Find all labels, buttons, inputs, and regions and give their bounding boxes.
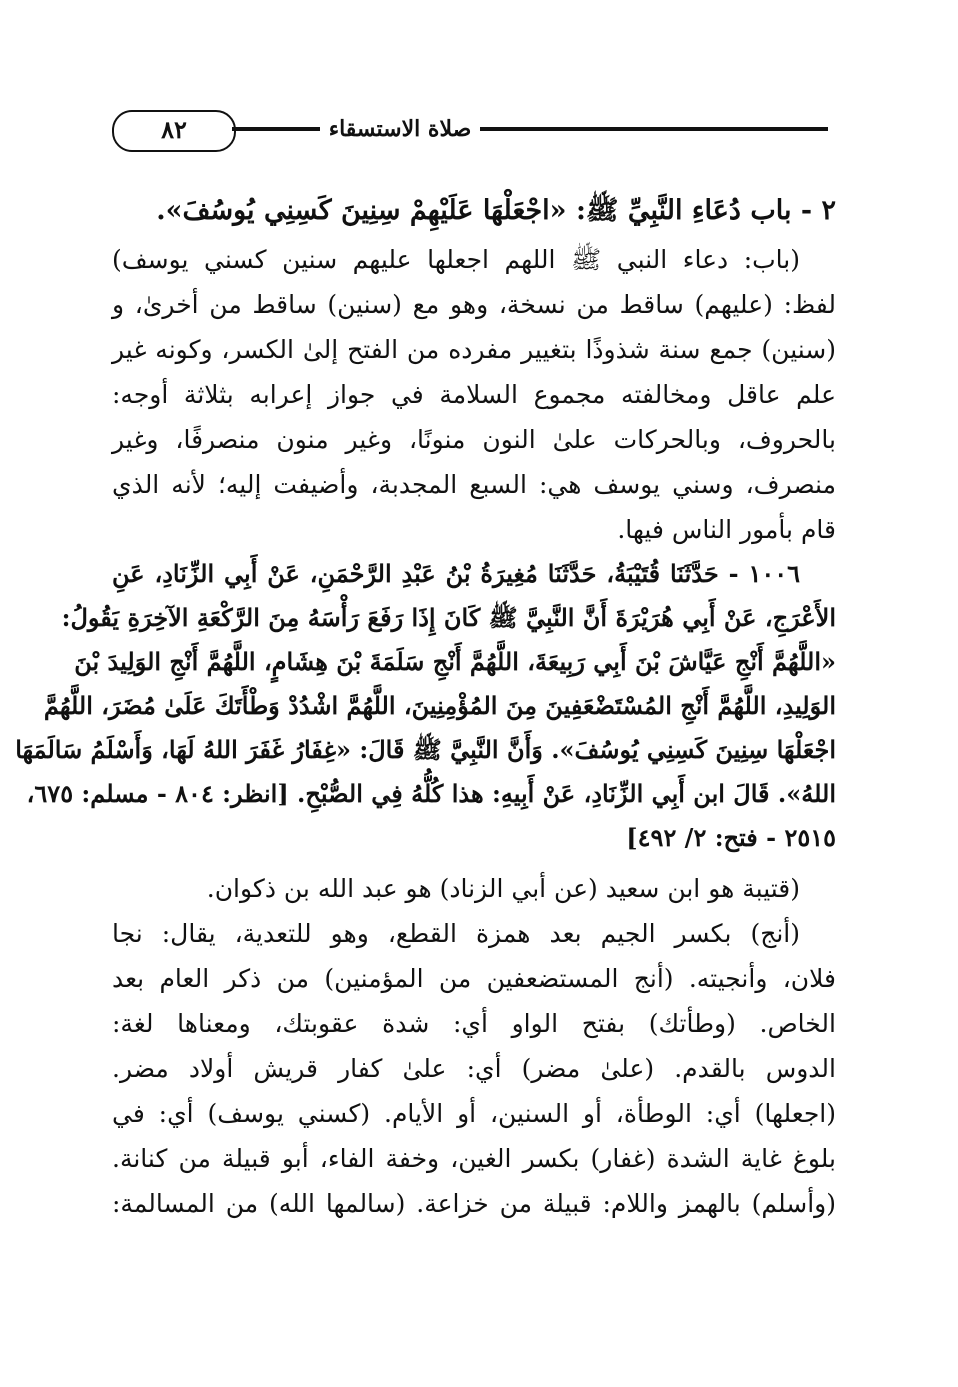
hadith-line: اجْعَلْهَا سِنِينَ كَسِنِي يُوسُفَ». وَأَنَّ النَّبِيَّ ﷺ قَالَ: «غِفَارُ غَفَرَ اللهُ لَهَا، وَأَسْلَمُ سَالَمَهَا bbox=[15, 735, 836, 764]
running-title: صلاة الاستسقاء bbox=[328, 116, 472, 142]
commentary-line: الخاص. (وطأتك) بفتح الواو أي: شدة عقوبتك، ومعناها لغة: bbox=[112, 1009, 836, 1038]
commentary-line: (اجعلها) أي: الوطأة، أو السنين، أو الأيام. (كسني يوسف) أي: في bbox=[112, 1099, 836, 1128]
commentary-line: منصرف، وسني يوسف هي: السبع المجدبة، وأضيفت إليه؛ لأنه الذي bbox=[112, 470, 836, 499]
commentary-line: بلوغ غاية الشدة (غفار) بكسر الغين، وخفة الفاء، أبو قبيلة من كنانة. bbox=[112, 1144, 836, 1173]
commentary-line: (سنين) جمع سنة شذوذًا بتغيير مفرده من الفتح إلىٰ الكسر، وكونه غير bbox=[112, 335, 836, 364]
hadith-line: ٢٥١٥ - فتح: ٢/ ٤٩٢] bbox=[626, 823, 836, 852]
commentary-line: (أنج) بكسر الجيم بعد همزة القطع، وهو للتعدية، يقال: نجا bbox=[112, 919, 800, 948]
hadith-line: اللهُ». قَالَ ابن أَبِي الزِّنَادِ، عَنْ أَبِيهِ: هذا كُلُّهُ فِي الصُّبْحِ. [انظر: ٨٠٤ - مسلم: ٦٧٥، bbox=[26, 779, 836, 808]
hadith-line: الوَلِيدِ، اللَّهُمَّ أَنْجِ المُسْتَضْعَفِينَ مِنَ المُؤْمِنِينَ، اللَّهُمَّ اشْدُدْ وَطْأَتَكَ عَلَىٰ مُضَرَ، اللَّهُمَّ bbox=[43, 691, 836, 720]
commentary-line: فلان، وأنجيته. (أنج المستضعفين من المؤمنين) من ذكر العام بعد bbox=[112, 964, 836, 993]
hadith-line: ١٠٠٦ - حَدَّثَنَا قُتَيْبَةُ، حَدَّثَنَا مُغِيرَةُ بْنُ عَبْدِ الرَّحْمَنِ، عَنْ أَبِي الزِّنَادِ، عَنِ bbox=[112, 559, 800, 588]
page-body bbox=[15, 185, 836, 1226]
header-rule-right bbox=[480, 127, 828, 131]
hadith-line: الأَعْرَجِ، عَنْ أَبِي هُرَيْرَةَ أَنَّ النَّبِيَّ ﷺ كَانَ إِذَا رَفَعَ رَأْسَهُ مِنَ الرَّكْعَةِ الآخِرَةِ يَقُولُ: bbox=[61, 603, 836, 632]
commentary-line: (باب: دعاء النبي ﷺ اللهم اجعلها عليهم سنين كسني يوسف) bbox=[112, 245, 800, 274]
commentary-line: (وأسلم) بالهمز واللام: قبيلة من خزاعة. (سالمها الله) من المسالمة: bbox=[112, 1189, 836, 1218]
hadith-block bbox=[15, 552, 836, 860]
commentary-block-2 bbox=[112, 866, 836, 1226]
page-number: ٨٢ bbox=[112, 110, 236, 152]
commentary-line: قام بأمور الناس فيها. bbox=[617, 515, 836, 544]
header-rule-left bbox=[232, 127, 320, 131]
chapter-heading: ٢ - باب دُعَاءِ النَّبِيِّ ﷺ: «اجْعَلْهَا عَلَيْهِمْ سِنِينَ كَسِنِي يُوسُفَ». bbox=[156, 195, 836, 226]
page-header bbox=[112, 110, 828, 150]
commentary-line: لفظ: (عليهم) ساقط من نسخة، وهو مع (سنين) ساقط من أخرىٰ، و bbox=[112, 290, 836, 319]
commentary-line: (قتيبة هو ابن سعيد (عن أبي الزناد) هو عبد الله بن ذكوان. bbox=[206, 874, 800, 903]
commentary-block-1 bbox=[112, 237, 836, 552]
hadith-line: «اللَّهُمَّ أَنْجِ عَيَّاشَ بْنَ أَبِي رَبِيعَةَ، اللَّهُمَّ أَنْجِ سَلَمَةَ بْنَ هِشَامٍ، اللَّهُمَّ أَنْجِ الوَلِيدَ بْنَ bbox=[74, 647, 836, 676]
commentary-line: علم عاقل ومخالفته مجموع السلامة في جواز إعرابه بثلاثة أوجه: bbox=[112, 380, 836, 409]
commentary-line: الدوس بالقدم. (علىٰ مضر) أي: علىٰ كفار قريش أولاد مضر. bbox=[112, 1054, 836, 1083]
commentary-line: بالحروف، وبالحركات علىٰ النون منونًا، وغير منون منصرفًا، وغير bbox=[112, 425, 836, 454]
